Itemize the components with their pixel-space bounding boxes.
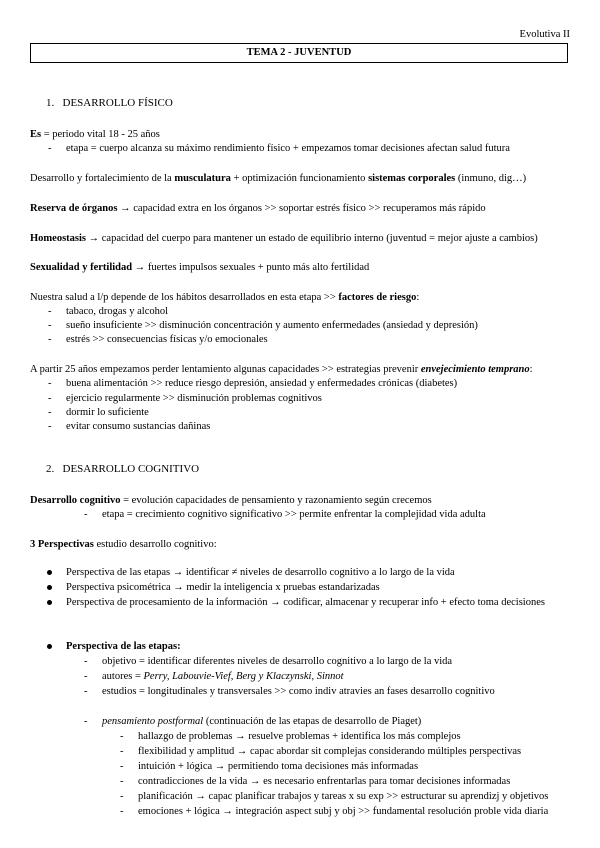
es-label: Es <box>30 129 42 140</box>
list-item: flexibilidad y amplitud → capac abordar sit complejas considerando múltiples perspectivas <box>138 746 522 757</box>
list-item: planificación → capac planificar trabajos y tareas x su exp >> estructurar su aprendizj y objetivos <box>138 791 549 802</box>
section-1-heading <box>46 97 173 110</box>
autores-item <box>102 670 344 683</box>
homeo-text: → capacidad del cuerpo para mantener un estado de equilibrio interno (juventud = mejor ajuste a cambios) <box>86 233 538 244</box>
section-2-number: 2. <box>46 463 55 475</box>
bullet-dash: - <box>48 306 52 317</box>
etapas-title <box>66 640 181 653</box>
bullet-dash: - <box>48 334 52 345</box>
bullet-dash: - <box>48 393 52 404</box>
section-2-heading <box>46 463 199 476</box>
bullet-dash: - <box>48 407 52 418</box>
postformal-ital: pensamiento postformal <box>102 716 204 727</box>
bullet-dash: - <box>48 320 52 331</box>
list-item: buena alimentación >> reduce riesgo depresión, ansiedad y enfermedades crónicas (diabetes) <box>66 378 458 389</box>
es-line <box>30 128 160 141</box>
list-item: hallazgo de problemas → resuelve problemas + identifica los más complejos <box>138 731 461 742</box>
bullet-dash: - <box>120 761 124 772</box>
bullet-dash: - <box>84 716 88 727</box>
list-item: dormir lo suficiente <box>66 407 149 418</box>
course-header: Evolutiva II <box>519 29 570 40</box>
persp-bold: 3 Perspectivas <box>30 539 94 550</box>
list-item: tabaco, drogas y alcohol <box>66 306 169 317</box>
list-item: Perspectiva de procesamiento de la información → codificar, almacenar y recuperar info + efecto toma decisiones <box>66 597 545 608</box>
riesgo-post: : <box>416 292 420 303</box>
list-item: evitar consumo sustancias dañinas <box>66 421 211 432</box>
list-item: Perspectiva de las etapas → identificar ≠ niveles de desarrollo cognitivo a lo largo de la vida <box>66 567 455 578</box>
bullet-dot <box>47 644 52 649</box>
sexualidad-line <box>30 261 369 274</box>
page-title: TEMA 2 - JUVENTUD <box>30 43 568 63</box>
musc-mid: + optimización funcionamiento <box>230 173 369 184</box>
bullet-dash: - <box>120 791 124 802</box>
riesgo-bold: factores de riesgo <box>338 292 417 303</box>
bullet-dot <box>47 570 52 575</box>
reserva-text: → capacidad extra en los órganos >> soportar estrés físico >> recuperamos más rápido <box>117 203 486 214</box>
musc-bold-2: sistemas corporales <box>368 173 456 184</box>
envejecimiento-line <box>30 363 533 376</box>
riesgo-line <box>30 291 419 304</box>
musc-pre: Desarrollo y fortalecimiento de la <box>30 173 175 184</box>
musculatura-line <box>30 172 526 185</box>
bullet-dash: - <box>48 143 52 154</box>
homeo-bold: Homeostasis <box>30 233 86 244</box>
persp-text: estudio desarrollo cognitivo: <box>93 539 217 550</box>
bullet-dash: - <box>84 509 88 520</box>
section-1-title: DESARROLLO FÍSICO <box>62 97 173 109</box>
env-bold: envejecimiento temprano <box>420 364 530 375</box>
perspectivas-line <box>30 538 217 551</box>
list-item: objetivo = identificar diferentes niveles de desarrollo cognitivo a lo largo de la vida <box>102 656 453 667</box>
section-1-number: 1. <box>46 97 55 109</box>
es-text: = periodo vital 18 - 25 años <box>41 129 160 140</box>
list-item: Perspectiva psicométrica → medir la inteligencia x pruebas estandarizadas <box>66 582 380 593</box>
musc-bold-1: musculatura <box>174 173 231 184</box>
bullet-dash: - <box>84 671 88 682</box>
list-item: ejercicio regularmente >> disminución problemas cognitivos <box>66 393 322 404</box>
env-post: : <box>529 364 533 375</box>
bullet-dash: - <box>84 656 88 667</box>
etapas-title-text: Perspectiva de las etapas: <box>66 641 181 652</box>
list-item: sueño insuficiente >> disminución concentración y aumento enfermedades (ansiedad y depresión) <box>66 320 478 331</box>
bullet-dash: - <box>120 806 124 817</box>
bullet-dot <box>47 585 52 590</box>
homeostasis-line <box>30 232 538 245</box>
list-item: emociones + lógica → integración aspect subj y obj >> fundamental resolución proble vida diaria <box>138 806 549 817</box>
list-item: estrés >> consecuencias físicas y/o emocionales <box>66 334 268 345</box>
postformal-line <box>102 715 421 728</box>
bullet-dot <box>47 600 52 605</box>
riesgo-pre: Nuestra salud a l/p depende de los hábitos desarrollados en esta etapa >> <box>30 292 339 303</box>
es-subitem: etapa = cuerpo alcanza su máximo rendimiento físico + empezamos tomar decisiones afectan salud futura <box>66 143 510 154</box>
list-item: intuición + lógica → permitiendo toma decisiones más informadas <box>138 761 419 772</box>
bullet-dash: - <box>120 731 124 742</box>
bullet-dash: - <box>120 776 124 787</box>
env-pre: A partir 25 años empezamos perder lentamiento algunas capacidades >> estrategias prevenir <box>30 364 421 375</box>
sex-text: → fuertes impulsos sexuales + punto más alto fertilidad <box>132 262 370 273</box>
bullet-dash: - <box>84 686 88 697</box>
autores-pre: autores = <box>102 671 144 682</box>
musc-post: (inmuno, dig…) <box>455 173 527 184</box>
reserva-bold: Reserva de órganos <box>30 203 118 214</box>
bullet-dash: - <box>48 378 52 389</box>
reserva-line <box>30 202 486 215</box>
sex-bold: Sexualidad y fertilidad <box>30 262 133 273</box>
def-bold: Desarrollo cognitivo <box>30 495 121 506</box>
section-2-title: DESARROLLO COGNITIVO <box>62 463 200 475</box>
bullet-dash: - <box>48 421 52 432</box>
list-item: contradicciones de la vida → es necesario enfrentarlas para tomar decisiones informadas <box>138 776 511 787</box>
autores-names: Perry, Labouvie-Vief, Berg y Klaczynski, Sinnot <box>143 671 344 682</box>
def-subitem: etapa = crecimiento cognitivo significativo >> permite enfrentar la complejidad vida adulta <box>102 509 486 520</box>
list-item: estudios = longitudinales y transversales >> como indiv atravies an fases desarrollo cognitivo <box>102 686 495 697</box>
postformal-text: (continuación de las etapas de desarrollo de Piaget) <box>203 716 422 727</box>
bullet-dash: - <box>120 746 124 757</box>
cognitivo-definition <box>30 494 432 507</box>
def-text: = evolución capacidades de pensamiento y razonamiento según crecemos <box>120 495 432 506</box>
